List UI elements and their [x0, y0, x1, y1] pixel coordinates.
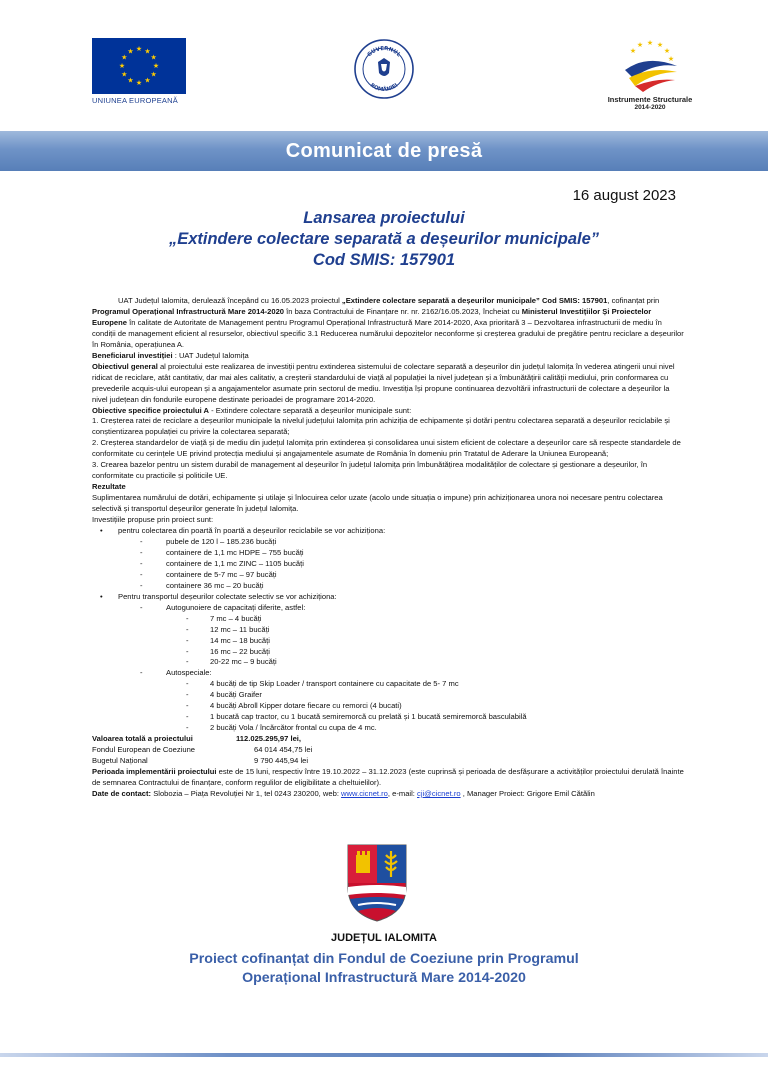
list-item: - pubele de 120 l – 185.236 bucăți [140, 536, 277, 546]
project-title [0, 208, 768, 271]
list-item: - containere de 1,1 mc ZINC – 1105 bucăți [140, 558, 304, 568]
svg-text:ROMÂNIEI: ROMÂNIEI [368, 82, 400, 94]
list-item: • Pentru transportul deșeurilor colectate selectiv se vor achiziționa: [100, 591, 337, 601]
list-item: - containere de 5-7 mc – 97 bucăți [140, 569, 277, 579]
svg-text:GUVERNUL: GUVERNUL [366, 45, 402, 59]
intro-paragraph: UAT Județul Ialomita, derulează începând cu 16.05.2023 proiectul „Extindere colectare separată a deșeurilor municipale” Cod SMIS: 157901, cofinanțat prin Programul Operațional Infrastructură Mare 2014-2020 în baza Contractului de Finanțare nr. nr. 2162/16.05.2023, încheiat cu Ministerul Investițiilor Și Proiectelor Europene în calitate de Autoritate de Management pentru Programul Operațional Infrastructură Mare 2014-2020, Axa prioritară 3 – Dezvoltarea infrastructurii de mediu în condiții de management eficient al resurselor, obiectivul specific 3.1 Reducerea numărului depozitelor neconforme și creșterea gradului de pregătire pentru reciclare a deșeurilor în România, operațiunea A. [92, 296, 684, 349]
website-link[interactable]: www.cicnet.ro [341, 788, 388, 798]
structural-instruments-logo [598, 36, 702, 111]
release-date: 16 august 2023 [572, 187, 676, 204]
title-line-1: Lansarea proiectului [303, 209, 465, 227]
press-release-banner [0, 131, 768, 171]
eu-flag-icon [92, 38, 186, 94]
cofinancing-line-1: Proiect cofinanțat din Fondul de Coeziune prin Programul [189, 951, 579, 967]
county-name: JUDEȚUL IALOMITA [331, 932, 437, 944]
svg-text:★: ★ [152, 62, 160, 70]
list-item: - 12 mc – 11 bucăți [186, 624, 270, 634]
specific-objective-item: 1. Creșterea ratei de reciclare a deșeurilor municipale la nivelul județului Ialomița prin achiziția de echipamente și dotări pentru colectarea separată a deșeurilor reciclabile și conștientizarea populației cu privire la colectarea separată; [92, 416, 670, 437]
list-item: • pentru colectarea din poartă în poartă a deșeurilor reciclabile se vor achiziționa: [100, 526, 386, 536]
beneficiary: Beneficiarul investiției : UAT Județul Ialomița [92, 350, 249, 360]
structural-instruments-icon [615, 36, 685, 94]
structural-instruments-caption: Instrumente Structurale [607, 95, 693, 104]
banner-title: Comunicat de presă [285, 140, 483, 162]
title-line-3: Cod SMIS: 157901 [312, 251, 456, 269]
cofinancing-statement [0, 950, 768, 988]
svg-text:★: ★ [636, 41, 644, 49]
specific-objectives-heading: Obiective specifice proiectului A - Extindere colectare separată a deșeurilor municipale sunt: [92, 405, 412, 415]
list-item: - 4 bucăți Abroll Kipper dotare fiecare cu remorci (4 bucati) [186, 701, 402, 711]
list-item: - 2 bucăți Vola / încărcător frontal cu cupa de 4 mc. [186, 723, 377, 733]
cohesion-fund-row: Fondul European de Coeziune 64 014 454,75 lei [92, 745, 313, 755]
specific-objective-item: 3. Crearea bazelor pentru un sistem durabil de management al deșeurilor în județul Ialomița prin îmbunătățirea modalităților de colectare și gestionare a deșeurilor, în conformitate cu practicile și politicile UE. [92, 460, 648, 481]
svg-text:★: ★ [121, 53, 128, 62]
svg-text:★: ★ [135, 79, 143, 87]
footer-divider [0, 1053, 768, 1057]
specific-objective-item: 2. Creșterea standardelor de viață și de mediu din județul Ialomița prin extinderea și consolidarea unui sistem eficient de colectare a deșeurilor care să respecte standardele de conformitate cu cerințele UE privind protecția mediului și angajamentele asumate de România în domeniu prin Tratatul de Aderare la Uniunea Europeană; [92, 438, 681, 459]
eu-caption: UNIUNEA EUROPEANĂ [92, 96, 178, 105]
email-link[interactable]: cji@cicnet.ro [417, 788, 461, 798]
list-item: - 4 bucăți Graifer [186, 690, 262, 700]
svg-text:★: ★ [667, 55, 675, 63]
results-heading: Rezultate [92, 482, 126, 492]
list-item: - 20-22 mc – 9 bucăți [186, 657, 277, 667]
list-item: - 4 bucăți de tip Skip Loader / transport containere cu capacitate de 5- 7 mc [186, 679, 459, 689]
svg-text:★: ★ [144, 76, 151, 85]
svg-text:★: ★ [629, 47, 637, 55]
list-item: - containere 36 mc – 20 bucăți [140, 580, 264, 590]
svg-text:★: ★ [150, 70, 157, 79]
eu-logo [92, 38, 186, 105]
list-item: - 7 mc – 4 bucăți [186, 613, 262, 623]
general-objective: Obiectivul general al proiectului este realizarea de investiții pentru extinderea sistemului de colectare separată a deșeurilor din județul Ialomița în vederea atingerii unui nivel ridicat de reciclare, atât cantitativ, dar mai ales calitativ, a creșterii standardului de viață al populației la nivel județean și a îmbunătățirii calității mediului, prin conformarea cu prevederile acquis-ului european și a angajamentelor asumate prin sectorul de mediu. Investiția își propune continuarea dezvoltării infrastructurii de colectare a deșeurilor la nivel județean din fondurile europene destinate perioadei de programare 2014-2020. [92, 361, 675, 404]
cofinancing-line-2: Operațional Infrastructură Mare 2014-2020 [242, 970, 526, 986]
svg-text:★: ★ [118, 62, 126, 70]
svg-text:★: ★ [127, 76, 134, 85]
ialomita-county-crest-icon [344, 843, 410, 923]
list-item: - Autogunoiere de capacitați diferite, astfel: [140, 602, 306, 612]
svg-text:★: ★ [656, 41, 664, 49]
list-item: - 1 bucată cap tractor, cu 1 bucată semiremorcă cu prelată și 1 bucată semiremorcă basculabilă [186, 712, 527, 722]
structural-instruments-period: 2014-2020 [634, 104, 666, 111]
implementation-period: Perioada implementării proiectului este de 15 luni, respectiv între 19.10.2022 – 31.12.2023 (este cuprinsă și perioada de desfășurare a activităților proiectului derulată înainte de semnarea Contractului de finanțare, conform regulilor de eligibilitate a cheltuielilor). [92, 766, 684, 787]
svg-text:★: ★ [663, 47, 671, 55]
svg-text:★: ★ [646, 39, 654, 47]
svg-text:★: ★ [144, 47, 151, 56]
investments-intro: Investițiile propuse prin proiect sunt: [92, 515, 214, 525]
results-text: Suplimentarea numărului de dotări, echipamente și utilaje și înlocuirea celor uzate (acolo unde situația o impune) prin achiziționarea unora noi necesare pentru colectarea selectivă și transportul deșeurilor generate în județul Ialomița. [92, 493, 663, 514]
romanian-government-seal-icon [354, 39, 414, 99]
national-budget-row: Bugetul Național 9 790 445,94 lei [92, 756, 309, 765]
svg-text:★: ★ [150, 53, 157, 62]
list-item: - containere de 1,1 mc HDPE – 755 bucăți [140, 547, 304, 557]
svg-text:★: ★ [127, 47, 134, 56]
svg-text:★: ★ [121, 70, 128, 79]
list-item: - 16 mc – 22 bucăți [186, 646, 270, 656]
total-value-row: Valoarea totală a proiectului 112.025.295,97 lei, [92, 734, 302, 744]
svg-text:★: ★ [135, 45, 143, 53]
list-item: - 14 mc – 18 bucăți [186, 635, 270, 645]
title-line-2: „Extindere colectare separată a deșeurilor municipale” [168, 230, 600, 248]
press-release-body [92, 296, 684, 800]
contact-details: Date de contact: Slobozia – Piața Revoluției Nr 1, tel 0243 230200, web: www.cicnet.ro, e-mail: cji@cicnet.ro , Manager Proiect: Grigore Emil Cătălin [92, 788, 595, 798]
list-item: - Autospeciale: [140, 668, 212, 678]
